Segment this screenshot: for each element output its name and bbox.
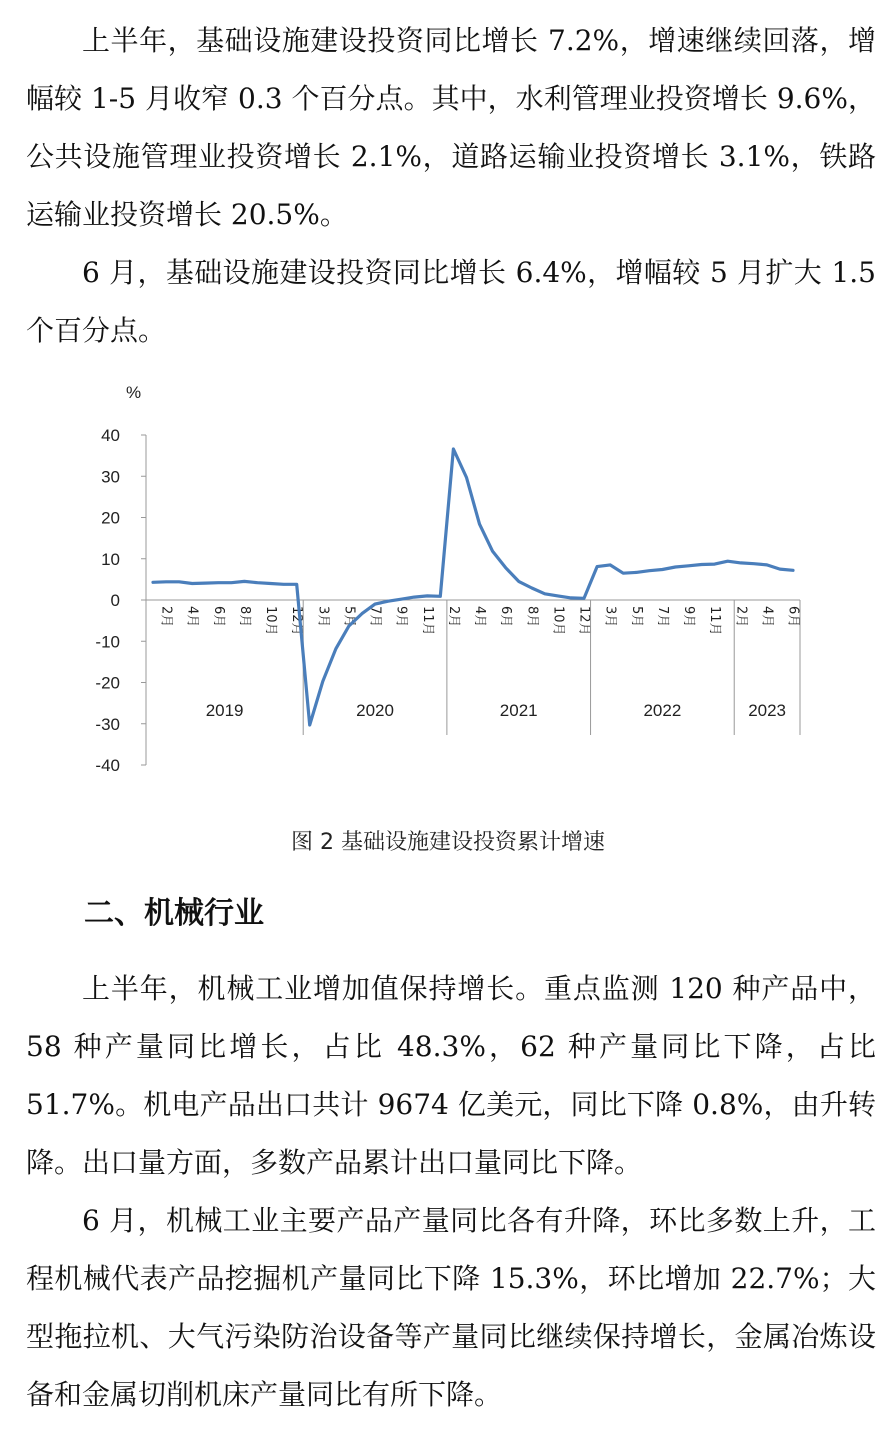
- infrastructure-growth-line-chart: [0, 370, 896, 820]
- x-month-label: 10月: [550, 606, 566, 636]
- x-month-label: 5月: [341, 606, 357, 628]
- y-tick-label: -40: [95, 756, 120, 775]
- x-month-label: 8月: [524, 606, 540, 628]
- y-tick-label: -10: [95, 632, 120, 652]
- x-month-label: 4月: [472, 606, 488, 628]
- y-tick-label: -30: [95, 714, 120, 734]
- series-group: [153, 449, 793, 725]
- x-month-label: 6月: [785, 606, 801, 628]
- paragraph-machinery-june: 6 月，机械工业主要产品产量同比各有升降，环比多数上升，工程机械代表产品挖掘机产量同比下降 15.3%，环比增加 22.7%；大型拖拉机、大气污染防治设备等产量同比继续保持增长，金属冶炼设备和金属切削机床产量同比有所下降。: [26, 1204, 876, 1411]
- x-year-label: 2021: [499, 701, 538, 720]
- x-month-label: 6月: [210, 606, 226, 628]
- x-month-label: 2月: [733, 606, 749, 628]
- x-month-label: 7月: [654, 606, 670, 628]
- x-year-label: 2022: [643, 701, 682, 720]
- x-month-label: 3月: [602, 606, 618, 628]
- y-tick-label: 20: [101, 508, 120, 528]
- x-month-label: 11月: [419, 606, 435, 636]
- x-month-label: 9月: [393, 606, 409, 628]
- x-month-label: 10月: [263, 606, 279, 636]
- x-month-label: 2月: [445, 606, 461, 628]
- x-month-label: 12月: [289, 606, 305, 636]
- x-year-label: 2023: [748, 701, 787, 720]
- x-month-label: 6月: [498, 606, 514, 628]
- x-month-label: 11月: [707, 606, 723, 636]
- y-tick-label: 30: [101, 467, 120, 487]
- series-line: [153, 449, 793, 725]
- y-tick-label: -20: [95, 673, 120, 693]
- x-year-label: 2020: [356, 701, 394, 720]
- x-month-label: 9月: [681, 606, 697, 628]
- x-month-label: 2月: [158, 606, 174, 628]
- y-tick-label: 40: [101, 426, 120, 445]
- paragraph-infrastructure-h1: 上半年，基础设施建设投资同比增长 7.2%，增速继续回落，增幅较 1-5 月收窄 0.3 个百分点。其中，水利管理业投资增长 9.6%，公共设施管理业投资增长 2.1%，道路运输业投资增长 3.1%，铁路运输业投资增长 20.5%。: [26, 24, 876, 231]
- x-year-label: 2019: [205, 701, 244, 720]
- x-month-label: 12月: [576, 606, 592, 636]
- y-axis-unit-label: %: [126, 383, 142, 402]
- x-month-label: 5月: [628, 606, 644, 628]
- x-month-label: 3月: [315, 606, 331, 628]
- x-month-label: 7月: [367, 606, 383, 628]
- x-month-label: 8月: [236, 606, 252, 628]
- paragraph-machinery-h1: 上半年，机械工业增加值保持增长。重点监测 120 种产品中，58 种产量同比增长，占比 48.3%，62 种产量同比下降，占比 51.7%。机电产品出口共计 9674 亿美元，同比下降 0.8%，由升转降。出口量方面，多数产品累计出口量同比下降。: [26, 972, 876, 1179]
- paragraph-infrastructure-june: 6 月，基础设施建设投资同比增长 6.4%，增幅较 5 月扩大 1.5 个百分点。: [26, 256, 876, 347]
- y-axis: [95, 426, 146, 775]
- y-tick-label: 10: [101, 549, 120, 569]
- x-month-label: 4月: [759, 606, 775, 628]
- y-tick-label: 0: [110, 591, 120, 610]
- figure-caption: 图 2 基础设施建设投资累计增速: [291, 830, 605, 855]
- section-heading: 二、机械行业: [84, 896, 264, 931]
- x-month-label: 4月: [184, 606, 200, 628]
- x-axis: [146, 600, 801, 735]
